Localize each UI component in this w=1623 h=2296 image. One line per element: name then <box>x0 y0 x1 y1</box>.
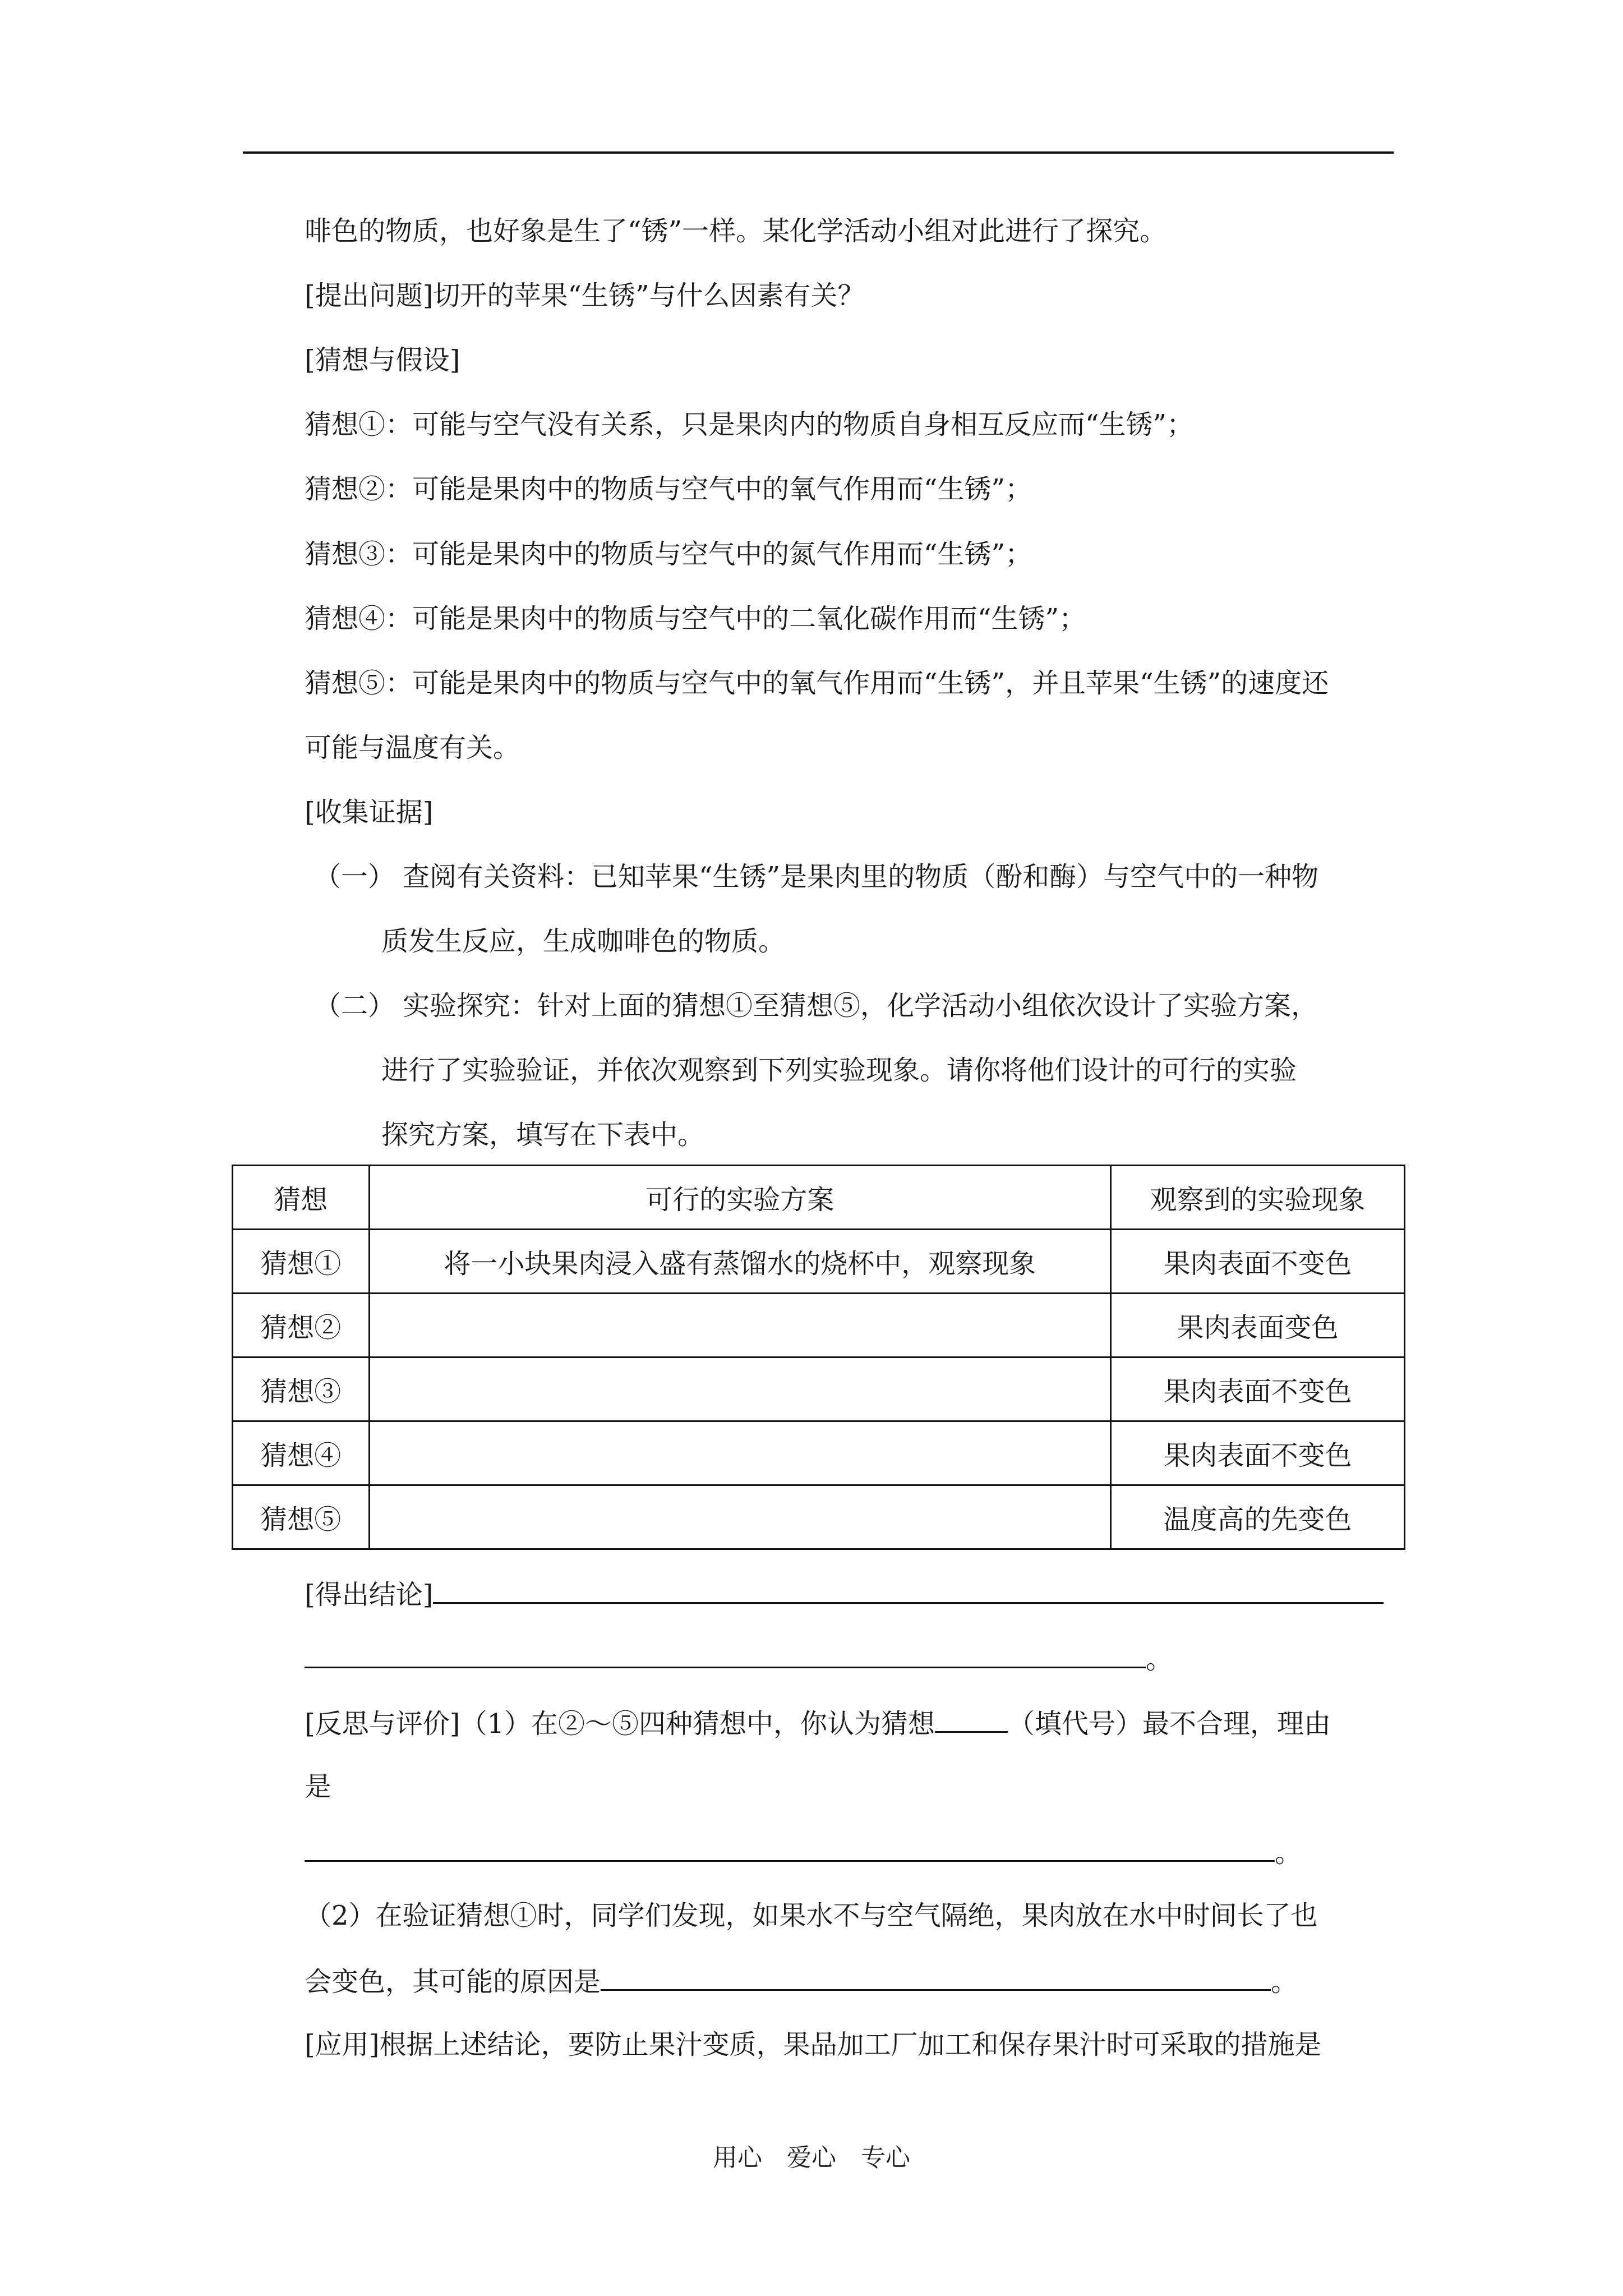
period: 。 <box>1275 1837 1302 1869</box>
hypothesis-code-blank[interactable] <box>935 1705 1008 1733</box>
row-phenomenon: 果肉表面不变色 <box>1110 1358 1404 1421</box>
table-row <box>233 1485 1405 1549</box>
header-rule <box>243 151 1394 154</box>
hypothesis-5a: 猜想⑤：可能是果肉中的物质与空气中的氧气作用而“生锈”，并且苹果“生锈”的速度还 <box>305 668 1329 699</box>
question-2b-line <box>305 1963 1298 1999</box>
reflection-reason-label: 是 <box>305 1771 332 1802</box>
hypothesis-4: 猜想④：可能是果肉中的物质与空气中的二氧化碳作用而“生锈”； <box>305 603 1086 634</box>
evidence-1a: 查阅有关资料：已知苹果“生锈”是果肉里的物质（酚和酶）与空气中的一种物 <box>403 861 1319 892</box>
evidence-2a: 实验探究：针对上面的猜想①至猜想⑤，化学活动小组依次设计了实验方案， <box>403 990 1318 1022</box>
conclusion-line <box>305 1576 1384 1612</box>
hypothesis-5b: 可能与温度有关。 <box>305 732 520 763</box>
application-line: [应用]根据上述结论，要防止果汁变质，果品加工厂加工和保存果汁时可采取的措施是 <box>305 2029 1322 2060</box>
row-phenomenon: 果肉表面不变色 <box>1110 1421 1404 1485</box>
experiment-table <box>232 1165 1405 1550</box>
question-line: [提出问题]切开的苹果“生锈”与什么因素有关？ <box>305 280 865 311</box>
evidence-2-number: （二） <box>314 990 395 1022</box>
intro-line: 啡色的物质，也好象是生了“锈”一样。某化学活动小组对此进行了探究。 <box>305 215 1167 247</box>
row-hypothesis: 猜想③ <box>233 1358 370 1421</box>
cause-blank[interactable] <box>601 1963 1271 1991</box>
answer-cell[interactable] <box>369 1485 1110 1549</box>
header-phenomenon: 观察到的实验现象 <box>1110 1166 1404 1230</box>
reason-blank[interactable] <box>305 1834 1275 1862</box>
table-header-row <box>233 1166 1405 1230</box>
header-plan: 可行的实验方案 <box>369 1166 1110 1230</box>
reflection-text-b: （填代号）最不合理，理由 <box>1008 1708 1331 1740</box>
hypothesis-3: 猜想③：可能是果肉中的物质与空气中的氮气作用而“生锈”； <box>305 539 1032 570</box>
evidence-2b: 进行了实验验证，并依次观察到下列实验现象。请你将他们设计的可行的实验 <box>381 1055 1297 1086</box>
conclusion-label: [得出结论] <box>305 1579 434 1611</box>
table-row <box>233 1294 1405 1358</box>
reflection-line <box>305 1705 1331 1741</box>
row-hypothesis: 猜想⑤ <box>233 1485 370 1549</box>
question-2b: 会变色，其可能的原因是 <box>305 1966 601 1998</box>
hypothesis-2: 猜想②：可能是果肉中的物质与空气中的氧气作用而“生锈”； <box>305 473 1032 505</box>
reason-line <box>305 1834 1302 1870</box>
table-row <box>233 1421 1405 1485</box>
evidence-1b: 质发生反应，生成咖啡色的物质。 <box>381 926 786 957</box>
row-phenomenon: 温度高的先变色 <box>1110 1485 1404 1549</box>
period: 。 <box>1146 1644 1173 1675</box>
row-plan: 将一小块果肉浸入盛有蒸馏水的烧杯中，观察现象 <box>369 1230 1110 1294</box>
evidence-heading: [收集证据] <box>305 797 434 828</box>
table-row <box>233 1358 1405 1421</box>
header-hypothesis: 猜想 <box>233 1166 370 1230</box>
row-phenomenon: 果肉表面变色 <box>1110 1294 1404 1358</box>
row-hypothesis: 猜想① <box>233 1230 370 1294</box>
evidence-1-number: （一） <box>314 861 395 892</box>
period: 。 <box>1271 1966 1298 1998</box>
hypothesis-heading: [猜想与假设] <box>305 344 460 376</box>
reflection-text-a: [反思与评价]（1）在②～⑤四种猜想中，你认为猜想 <box>305 1708 935 1740</box>
evidence-2c: 探究方案，填写在下表中。 <box>381 1119 705 1151</box>
conclusion-blank[interactable] <box>433 1576 1384 1604</box>
conclusion-line-2 <box>305 1641 1173 1676</box>
hypothesis-1: 猜想①：可能与空气没有关系，只是果肉内的物质自身相互反应而“生锈”； <box>305 409 1194 440</box>
row-hypothesis: 猜想④ <box>233 1421 370 1485</box>
row-phenomenon: 果肉表面不变色 <box>1110 1230 1404 1294</box>
answer-cell[interactable] <box>369 1358 1110 1421</box>
question-2a: （2）在验证猜想①时，同学们发现，如果水不与空气隔绝，果肉放在水中时间长了也 <box>305 1900 1318 1931</box>
answer-cell[interactable] <box>369 1294 1110 1358</box>
page-footer: 用心 爱心 专心 <box>713 2143 910 2172</box>
row-hypothesis: 猜想② <box>233 1294 370 1358</box>
conclusion-blank-2[interactable] <box>305 1641 1146 1668</box>
table-row <box>233 1230 1405 1294</box>
answer-cell[interactable] <box>369 1421 1110 1485</box>
